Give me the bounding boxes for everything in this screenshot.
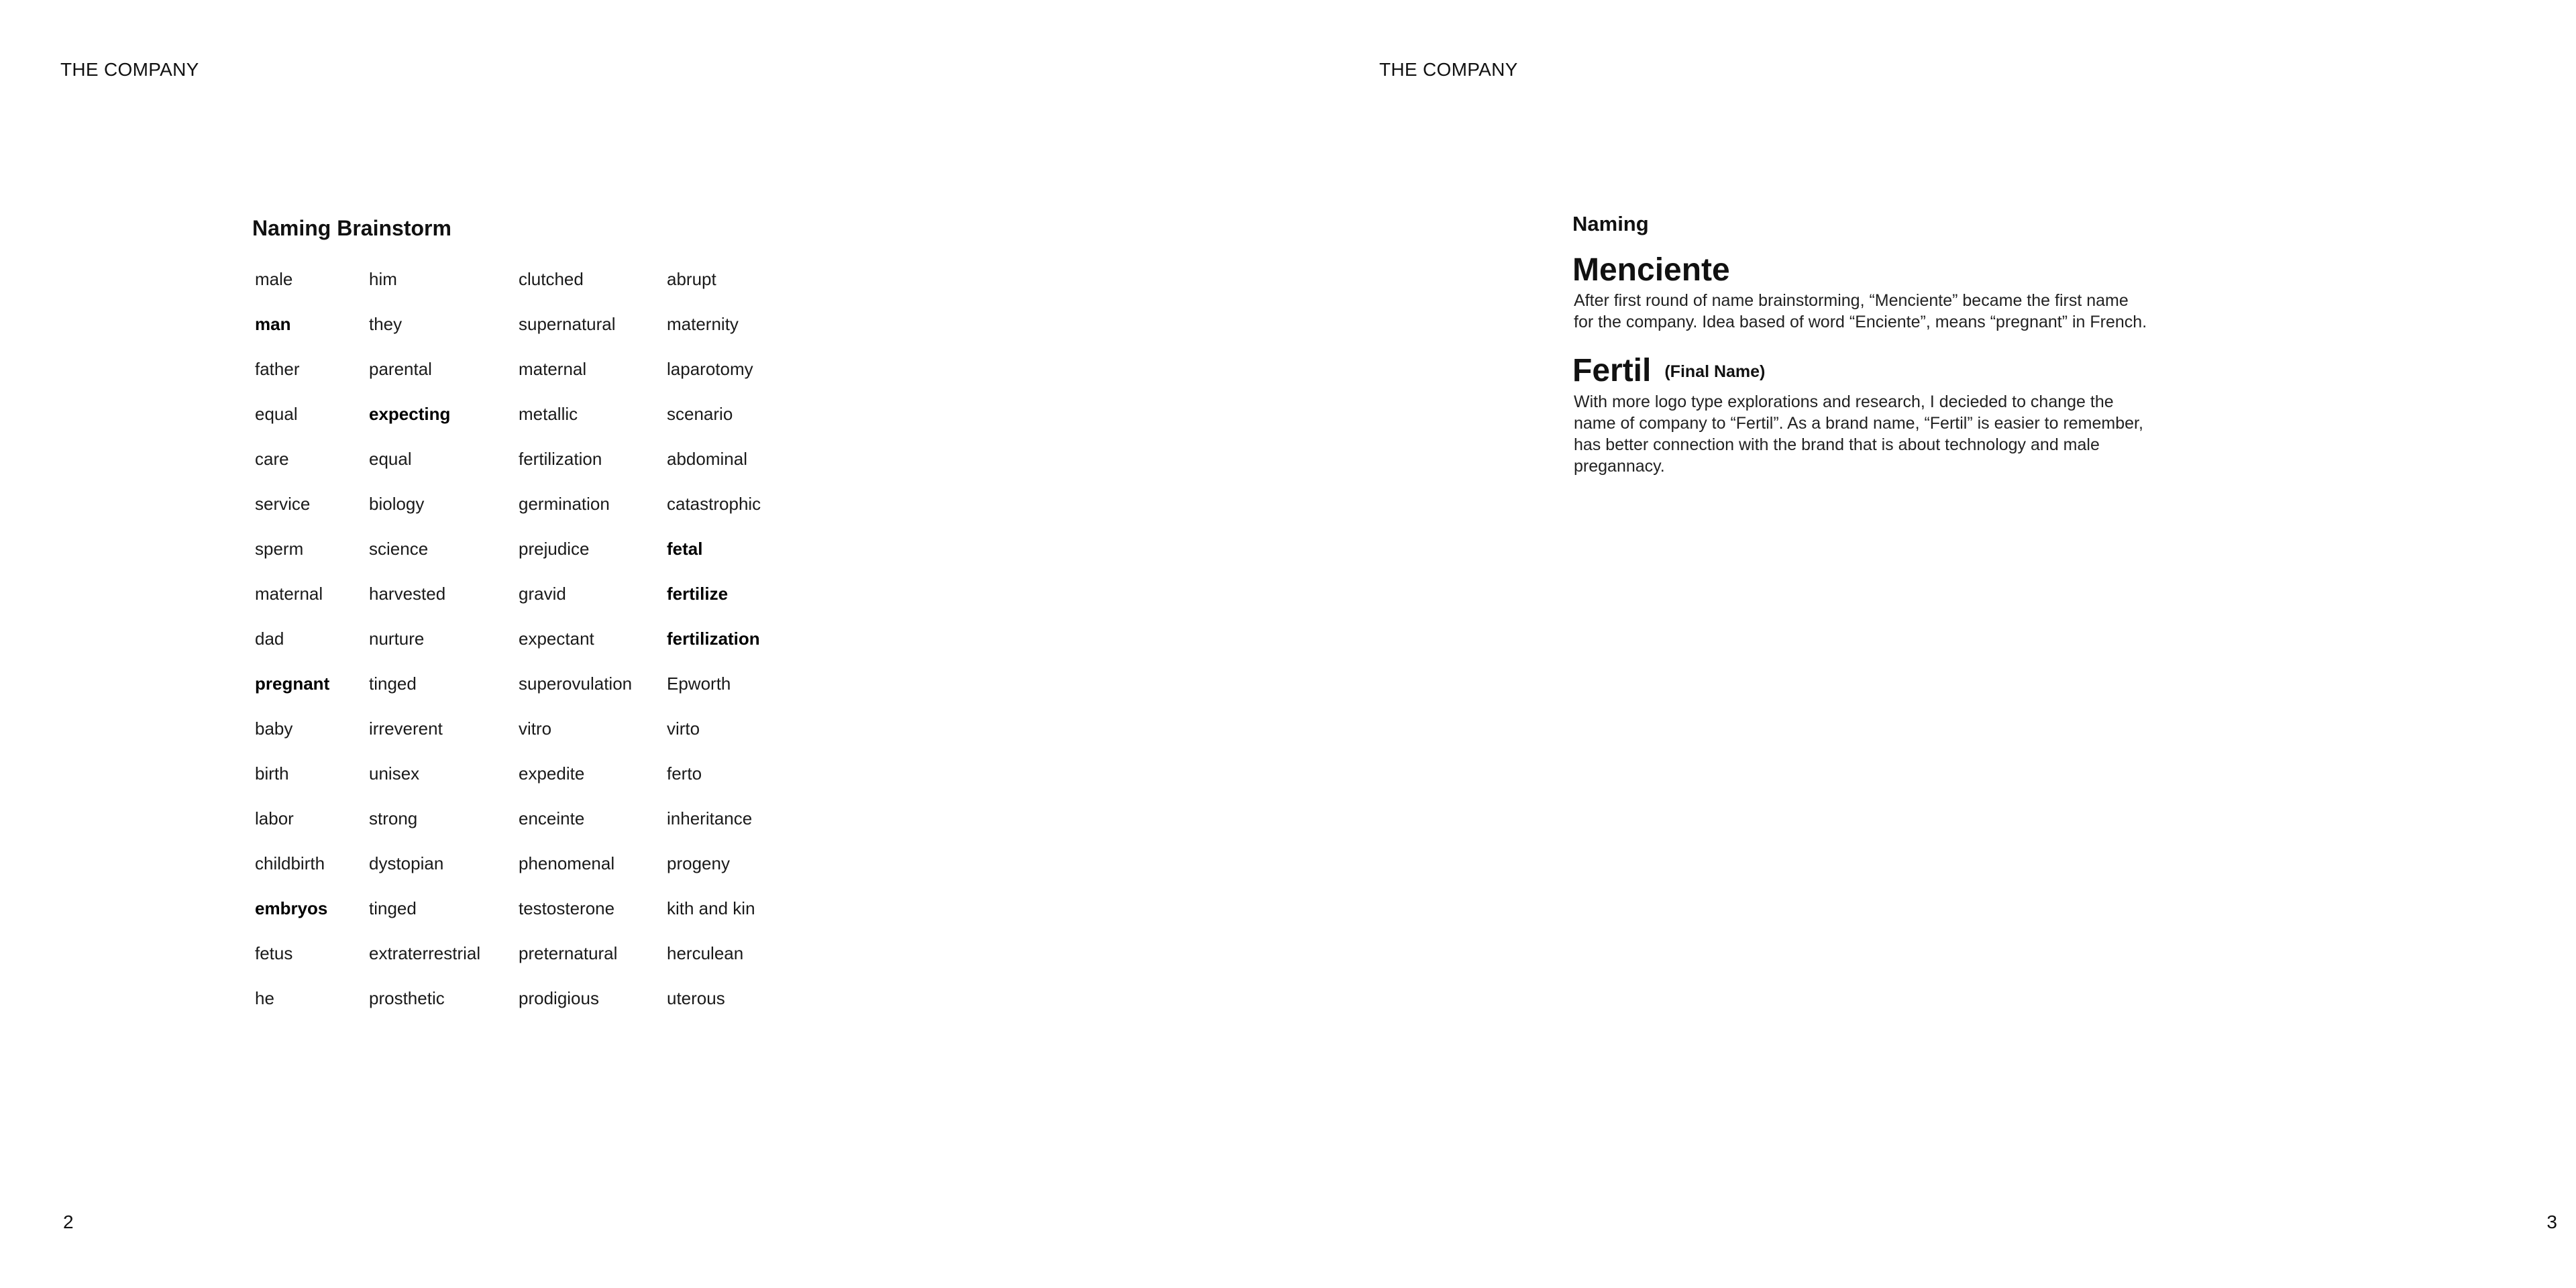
- brainstorm-word: uterous: [667, 988, 725, 1008]
- brainstorm-word: catastrophic: [667, 494, 761, 514]
- brainstorm-word: abdominal: [667, 449, 747, 469]
- brainstorm-word: harvested: [369, 584, 446, 604]
- brainstorm-word: maternal: [255, 584, 323, 604]
- brainstorm-word: man: [255, 314, 291, 334]
- brainstorm-word: he: [255, 988, 274, 1008]
- brainstorm-word: clutched: [519, 269, 584, 289]
- brainstorm-word: fertilization: [519, 449, 602, 469]
- brainstorm-title: Naming Brainstorm: [252, 216, 451, 240]
- brainstorm-word: kith and kin: [667, 898, 755, 918]
- brainstorm-word: progeny: [667, 853, 730, 873]
- brainstorm-word: dystopian: [369, 853, 444, 873]
- brainstorm-word: parental: [369, 359, 432, 379]
- brainstorm-word: dad: [255, 629, 284, 649]
- brainstorm-word: superovulation: [519, 674, 633, 694]
- brainstorm-word: maternal: [519, 359, 587, 379]
- brainstorm-word: tinged: [369, 674, 417, 694]
- word-grid: [255, 267, 801, 1031]
- naming-section: [1572, 212, 2149, 477]
- brainstorm-word: scenario: [667, 404, 733, 424]
- brainstorm-word: laparotomy: [667, 359, 753, 379]
- brainstorm-word: fertilization: [667, 629, 760, 649]
- brainstorm-word: herculean: [667, 943, 744, 963]
- brainstorm-word: they: [369, 314, 402, 334]
- brainstorm-word: preternatural: [519, 943, 618, 963]
- brainstorm-word: fetal: [667, 539, 703, 559]
- brainstorm-word: irreverent: [369, 718, 443, 739]
- page-number: 3: [2546, 1212, 2557, 1232]
- brainstorm-word: testosterone: [519, 898, 615, 918]
- brainstorm-word: ferto: [667, 763, 702, 784]
- brainstorm-word: childbirth: [255, 853, 325, 873]
- brainstorm-word: science: [369, 539, 429, 559]
- brainstorm-word: metallic: [519, 404, 578, 424]
- brainstorm-word: unisex: [369, 763, 420, 784]
- brainstorm-word: sperm: [255, 539, 304, 559]
- brainstorm-word: care: [255, 449, 289, 469]
- brainstorm-word: supernatural: [519, 314, 616, 334]
- brainstorm-word: biology: [369, 494, 425, 514]
- brainstorm-word: equal: [255, 404, 298, 424]
- page-number: 2: [63, 1212, 74, 1232]
- brainstorm-word: male: [255, 269, 293, 289]
- brainstorm-word: extraterrestrial: [369, 943, 481, 963]
- brainstorm-word: prodigious: [519, 988, 599, 1008]
- brainstorm-word: fertilize: [667, 584, 729, 604]
- name-description: After first round of name brainstorming, “Menciente” became the first name for the company. Idea based of word “Enciente”, means “pregnant” in French.: [1574, 291, 2147, 331]
- brainstorm-word: birth: [255, 763, 289, 784]
- brainstorm-word: father: [255, 359, 300, 379]
- brainstorm-word: strong: [369, 808, 418, 828]
- word-column-1: [255, 267, 369, 1031]
- brainstorm-word: germination: [519, 494, 610, 514]
- name-entry-fertil: [1572, 353, 2149, 477]
- brainstorm-word: fetus: [255, 943, 293, 963]
- word-column-4: [667, 267, 801, 1031]
- brainstorm-word: him: [369, 269, 397, 289]
- brainstorm-word: phenomenal: [519, 853, 615, 873]
- brainstorm-word: Epworth: [667, 674, 731, 694]
- word-column-3: [519, 267, 667, 1031]
- brainstorm-word: equal: [369, 449, 412, 469]
- running-head: THE COMPANY: [60, 59, 199, 80]
- brainstorm-word: pregnant: [255, 674, 330, 694]
- brainstorm-word: expecting: [369, 404, 451, 424]
- brainstorm-word: prejudice: [519, 539, 590, 559]
- brainstorm-word: virto: [667, 718, 700, 739]
- name-description: With more logo type explorations and research, I decieded to change the name of company to “Fertil”. As a brand name, “Fertil” is easier to remember, has better connection with the brand that is about technology and male pregannacy.: [1574, 392, 2143, 476]
- name-entry-menciente: [1572, 252, 2149, 333]
- brainstorm-word: nurture: [369, 629, 425, 649]
- name-title: Menciente: [1572, 252, 1730, 288]
- name-title: Fertil: [1572, 353, 1652, 388]
- brainstorm-word: baby: [255, 718, 293, 739]
- brainstorm-word: vitro: [519, 718, 552, 739]
- brainstorm-word: labor: [255, 808, 294, 828]
- final-name-heading: [1572, 353, 2149, 390]
- brainstorm-word: tinged: [369, 898, 417, 918]
- brainstorm-word: maternity: [667, 314, 739, 334]
- running-head: THE COMPANY: [1379, 59, 1518, 80]
- brainstorm-word: inheritance: [667, 808, 753, 828]
- brainstorm-word: prosthetic: [369, 988, 445, 1008]
- brainstorm-word: service: [255, 494, 311, 514]
- brainstorm-word: gravid: [519, 584, 566, 604]
- brainstorm-word: expectant: [519, 629, 594, 649]
- final-name-tag: (Final Name): [1664, 362, 1766, 381]
- brainstorm-word: expedite: [519, 763, 585, 784]
- brainstorm-word: embryos: [255, 898, 328, 918]
- right-page: [1288, 0, 2576, 1288]
- brainstorm-word: enceinte: [519, 808, 585, 828]
- naming-label: Naming: [1572, 212, 1649, 235]
- brainstorm-word: abrupt: [667, 269, 716, 289]
- word-column-2: [369, 267, 519, 1031]
